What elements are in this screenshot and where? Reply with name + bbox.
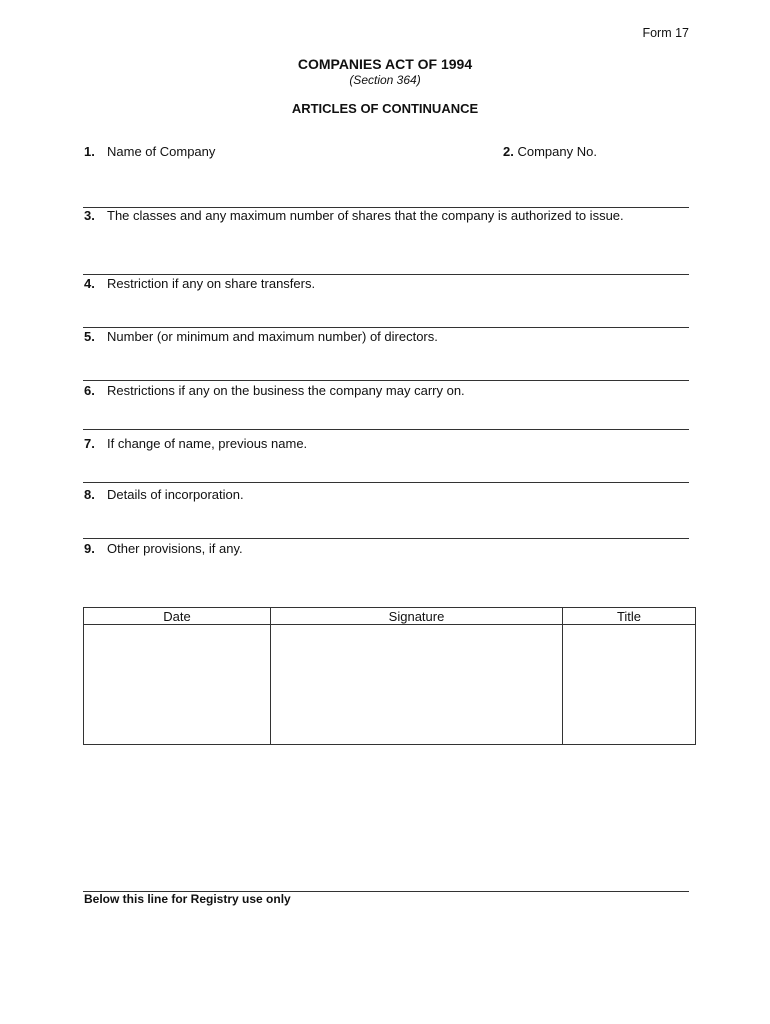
field-rule xyxy=(83,274,689,275)
column-header-date: Date xyxy=(84,608,271,625)
field-incorporation-details xyxy=(84,487,244,502)
registry-note: Below this line for Registry use only xyxy=(84,892,291,906)
field-rule xyxy=(83,482,689,483)
item-label: The classes and any maximum number of shares that the company is authorized to issue. xyxy=(107,208,624,223)
document-heading: ARTICLES OF CONTINUANCE xyxy=(291,101,479,116)
item-number: 7. xyxy=(84,436,95,451)
field-share-transfer-restrictions xyxy=(84,276,315,291)
item-number: 9. xyxy=(84,541,95,556)
field-rule xyxy=(83,429,689,430)
item-label: If change of name, previous name. xyxy=(107,436,308,451)
field-rule xyxy=(83,538,689,539)
title-cell[interactable] xyxy=(563,625,696,745)
column-header-title: Title xyxy=(563,608,696,625)
column-header-signature: Signature xyxy=(271,608,563,625)
form-number: Form 17 xyxy=(642,26,689,40)
field-share-classes xyxy=(84,208,624,223)
item-label: Details of incorporation. xyxy=(107,487,244,502)
item-label: Restrictions if any on the business the company may carry on. xyxy=(107,383,465,398)
field-previous-name xyxy=(84,436,307,451)
item-label: Company No. xyxy=(517,144,597,159)
signature-cell[interactable] xyxy=(271,625,563,745)
field-number-of-directors xyxy=(84,329,438,344)
page-title: COMPANIES ACT OF 1994 xyxy=(297,56,473,72)
item-number: 4. xyxy=(84,276,95,291)
table-header-row xyxy=(84,608,696,625)
item-number: 6. xyxy=(84,383,95,398)
field-company-name xyxy=(84,144,215,159)
signature-table xyxy=(83,607,696,745)
item-label: Other provisions, if any. xyxy=(107,541,243,556)
item-number: 3. xyxy=(84,208,95,223)
field-company-number xyxy=(503,144,597,159)
item-number: 2. xyxy=(503,144,514,159)
date-cell[interactable] xyxy=(84,625,271,745)
item-label: Restriction if any on share transfers. xyxy=(107,276,316,291)
field-other-provisions xyxy=(84,541,243,556)
item-label: Number (or minimum and maximum number) of directors. xyxy=(107,329,438,344)
item-label: Name of Company xyxy=(107,144,216,159)
field-business-restrictions xyxy=(84,383,465,398)
table-row xyxy=(84,625,696,745)
item-number: 1. xyxy=(84,144,95,159)
item-number: 8. xyxy=(84,487,95,502)
section-reference: (Section 364) xyxy=(349,73,421,87)
field-rule xyxy=(83,380,689,381)
field-rule xyxy=(83,327,689,328)
item-number: 5. xyxy=(84,329,95,344)
